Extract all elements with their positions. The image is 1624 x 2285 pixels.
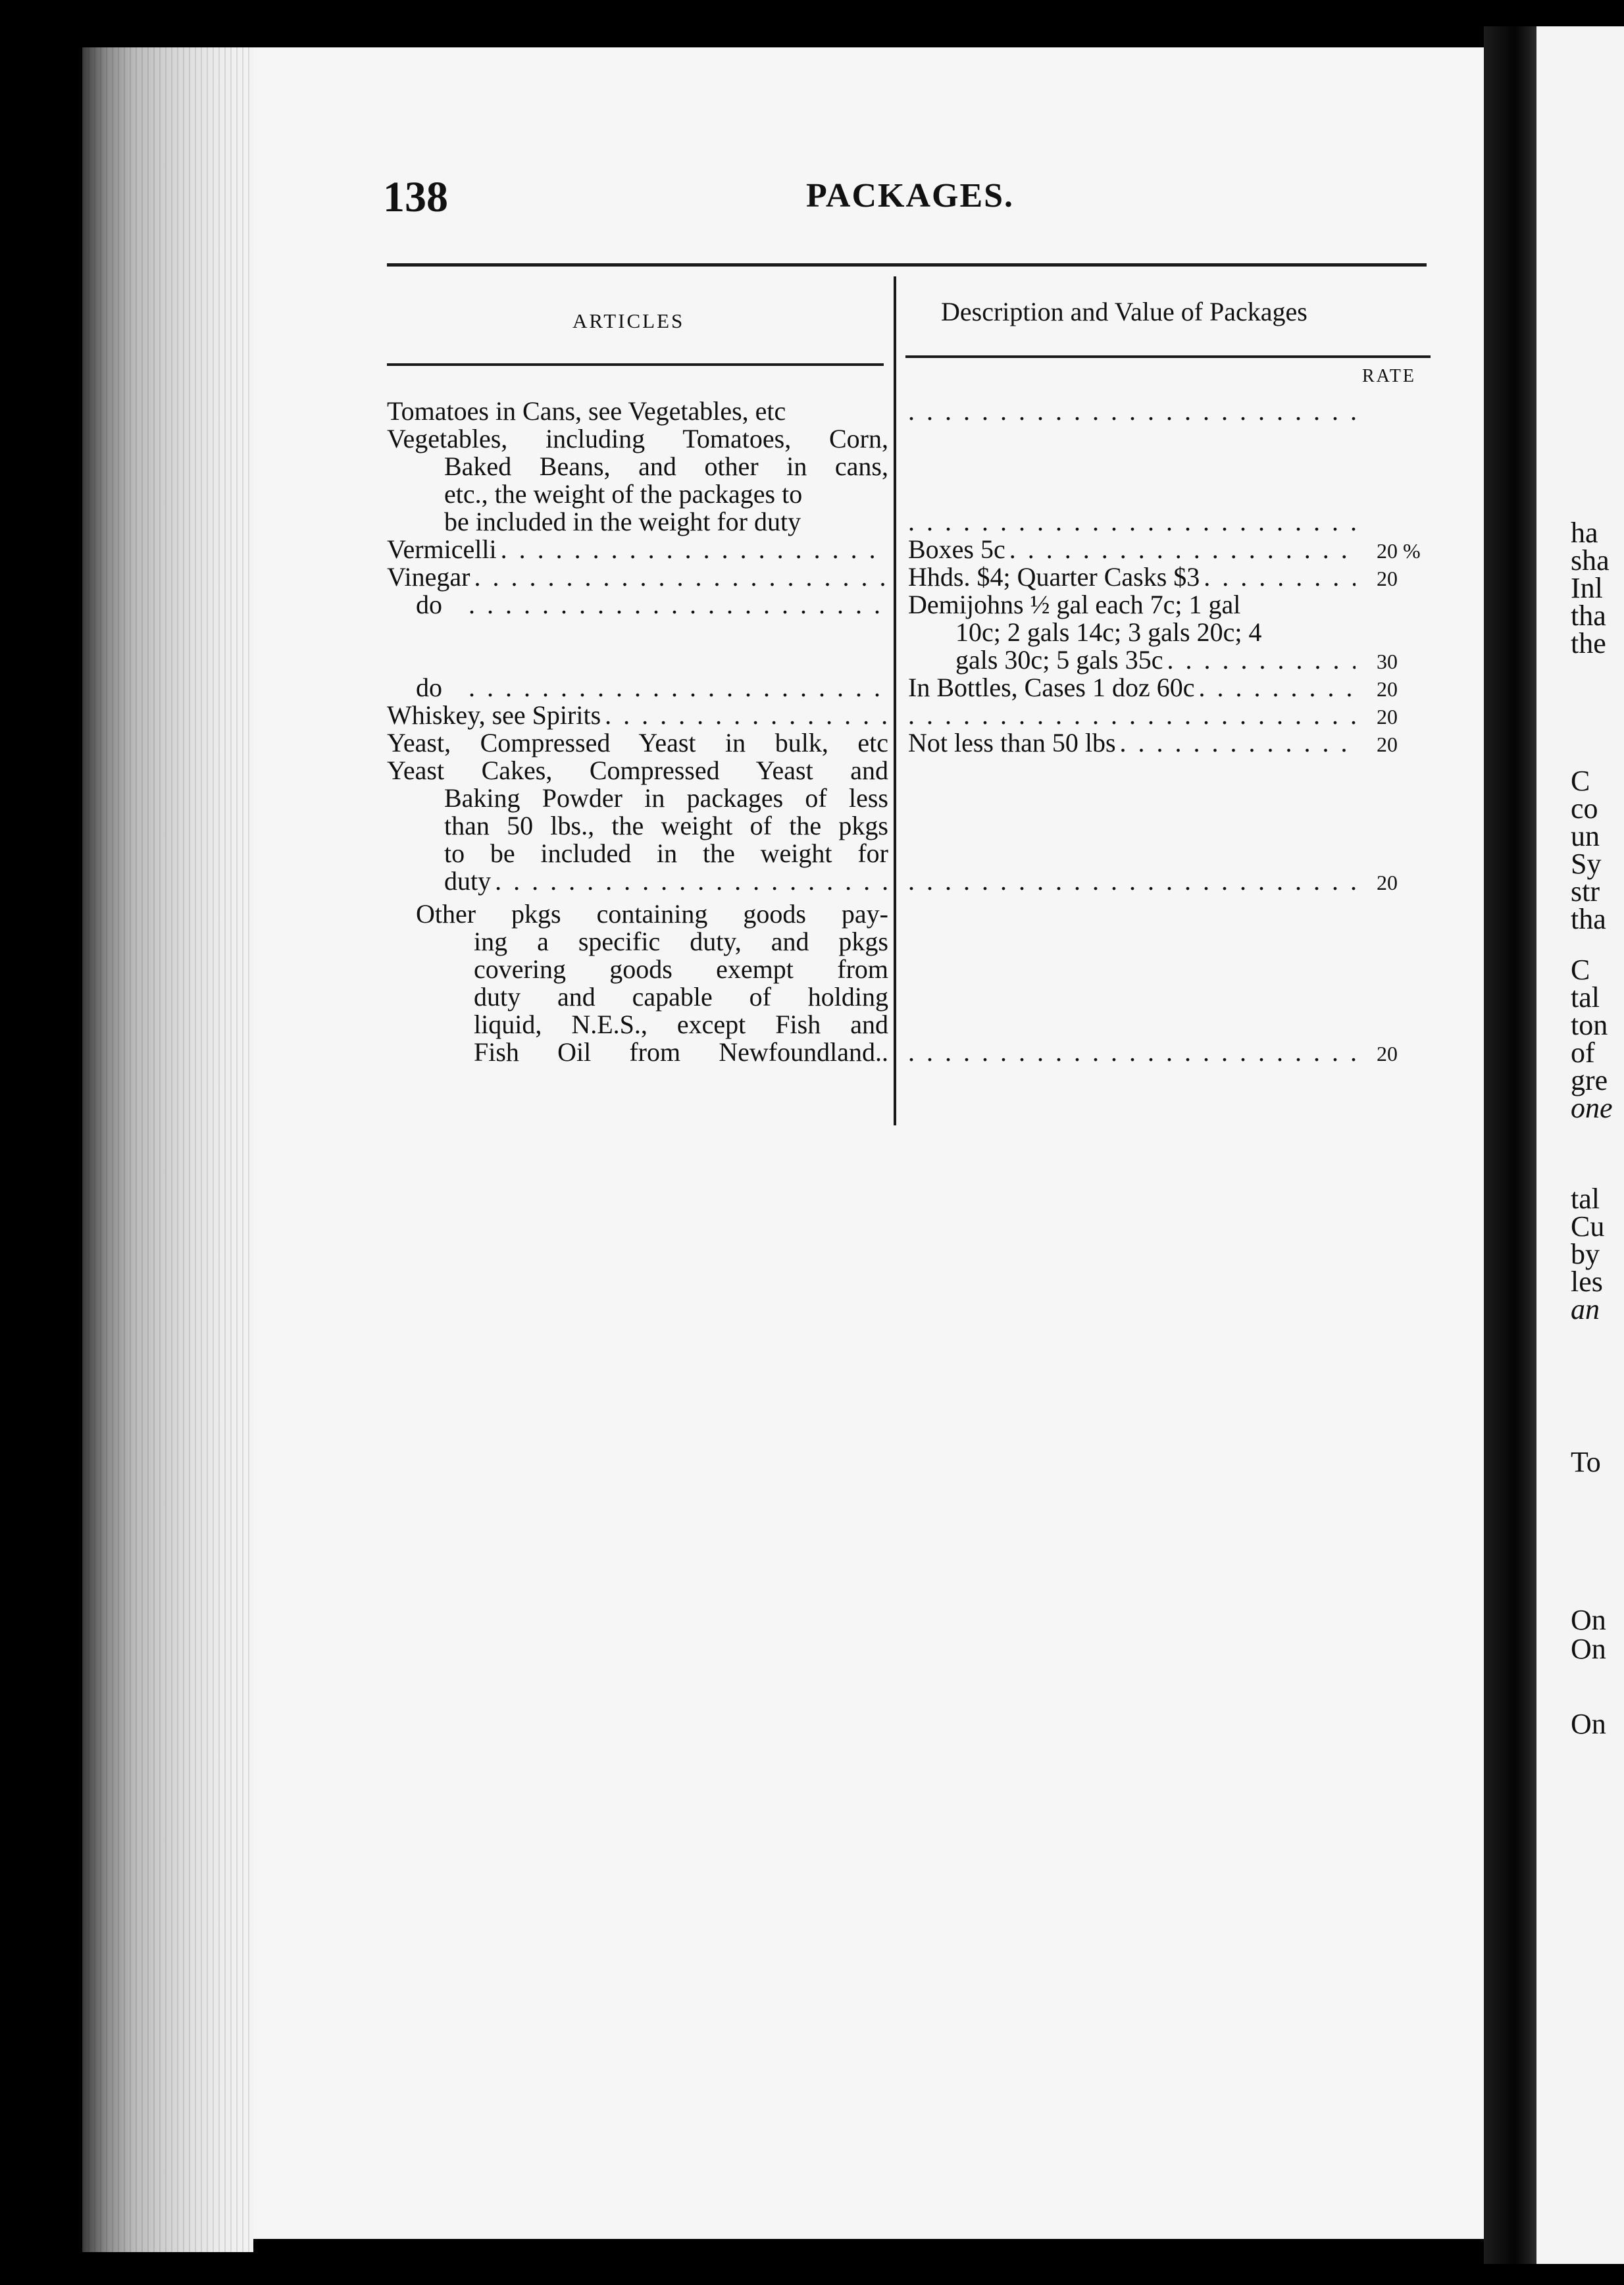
book-page [253, 47, 1484, 2239]
facing-fragment: C [1571, 765, 1590, 797]
vermicelli-entry: Vermicelli . . . [387, 536, 888, 563]
facing-fragment: tha [1571, 903, 1606, 935]
running-head: PACKAGES. [806, 177, 1015, 215]
vegetables-entry-line: be included in the weight for duty [444, 507, 801, 536]
facing-fragment: ton [1571, 1009, 1608, 1041]
facing-fragment: C [1571, 954, 1590, 986]
vinegar-demijohns-description-line: gals 30c; 5 gals 35c . . . [955, 646, 1356, 674]
whiskey-entry: Whiskey, see Spirits . . . [387, 702, 888, 729]
yeast-cakes-entry-line: duty . . . [444, 867, 888, 895]
description-column-header: Description and Value of Packages [941, 297, 1307, 326]
facing-fragment: On [1571, 1708, 1606, 1740]
facing-fragment: by [1571, 1238, 1600, 1270]
vegetables-description-leader [908, 508, 1356, 536]
facing-fragment: one [1571, 1092, 1613, 1124]
facing-fragment: of [1571, 1037, 1595, 1069]
vinegar-description: Hhds. $4; Quarter Casks $3 . . . [908, 563, 1356, 591]
yeast-cakes-entry-line: Baking Powder in packages of less [444, 783, 888, 813]
yeast-cakes-rate: 20 [1377, 871, 1398, 894]
other-pkgs-entry-line: Fish Oil from Newfoundland.. [474, 1037, 888, 1067]
yeast-description: Not less than 50 lbs . . . [908, 729, 1356, 757]
yeast-cakes-entry-line: than 50 lbs., the weight of the pkgs [444, 811, 888, 840]
facing-fragment: tal [1571, 1183, 1600, 1215]
tomatoes-entry: Tomatoes in Cans, see Vegetables, etc [387, 396, 786, 426]
facing-fragment: gre [1571, 1064, 1608, 1096]
articles-header-rule [387, 363, 884, 366]
facing-fragment: To [1571, 1446, 1601, 1478]
facing-fragment: les [1571, 1266, 1603, 1298]
facing-fragment: tal [1571, 981, 1600, 1014]
facing-fragment: the [1571, 627, 1606, 659]
vegetables-entry-line: Vegetables, including Tomatoes, Corn, [387, 424, 888, 453]
other-pkgs-rate: 20 [1377, 1042, 1398, 1065]
other-pkgs-entry-line: duty and capable of holding [474, 982, 888, 1012]
facing-fragment: On [1571, 1633, 1606, 1665]
vinegar-rate: 20 [1377, 567, 1398, 590]
top-rule [387, 263, 1427, 267]
yeast-cakes-entry-line: to be included in the weight for [444, 838, 888, 868]
whiskey-description-leader [908, 702, 1356, 729]
other-pkgs-entry-line: covering goods exempt from [474, 954, 888, 984]
facing-fragment: Inl [1571, 572, 1603, 604]
page-edge [82, 47, 253, 2252]
tomatoes-description-leader [908, 398, 1356, 425]
facing-fragment: str [1571, 875, 1600, 908]
facing-page [1536, 26, 1624, 2264]
vinegar-demijohns-rate: 30 [1377, 650, 1398, 673]
facing-fragment: Sy [1571, 848, 1602, 880]
facing-fragment: Cu [1571, 1210, 1605, 1243]
vermicelli-description: Boxes 5c . . . [908, 536, 1356, 563]
other-pkgs-entry-line: Other pkgs containing goods pay- [416, 899, 888, 929]
articles-column-header: ARTICLES [572, 309, 685, 332]
vinegar-demijohns-description-line: 10c; 2 gals 14c; 3 gals 20c; 4 [955, 617, 1262, 647]
other-pkgs-entry-line: ing a specific duty, and pkgs [474, 927, 888, 956]
other-pkgs-entry-line: liquid, N.E.S., except Fish and [474, 1010, 888, 1039]
facing-fragment: un [1571, 820, 1600, 852]
vinegar-demijohns-description-line: Demijohns ½ gal each 7c; 1 gal [908, 590, 1241, 619]
facing-fragment: On [1571, 1604, 1606, 1636]
yeast-entry: Yeast, Compressed Yeast in bulk, etc [387, 728, 888, 757]
vinegar-bottles-rate: 20 [1377, 677, 1398, 701]
facing-fragment: sha [1571, 544, 1610, 577]
description-header-rule [905, 355, 1431, 358]
facing-fragment: an [1571, 1293, 1600, 1325]
vegetables-entry-line: Baked Beans, and other in cans, [444, 451, 888, 481]
rate-column-header: RATE [1362, 366, 1416, 386]
vinegar-entry: Vinegar . . . [387, 563, 888, 591]
vermicelli-rate: 20 % [1377, 539, 1421, 563]
yeast-rate: 20 [1377, 732, 1398, 756]
facing-fragment: tha [1571, 600, 1606, 632]
other-pkgs-description-leader [908, 1039, 1356, 1066]
vinegar-bottles-description: In Bottles, Cases 1 doz 60c . . . [908, 674, 1356, 702]
column-divider [894, 276, 896, 1125]
page-number: 138 [383, 173, 448, 221]
facing-fragment: ha [1571, 517, 1598, 549]
vinegar-demijohns-entry: do . . . [416, 591, 888, 619]
whiskey-rate: 20 [1377, 705, 1398, 729]
yeast-cakes-entry-line: Yeast Cakes, Compressed Yeast and [387, 756, 888, 785]
vegetables-entry-line: etc., the weight of the packages to [444, 479, 803, 509]
facing-fragment: co [1571, 792, 1598, 825]
vinegar-bottles-entry: do . . . [416, 674, 888, 702]
book-gutter [1484, 26, 1536, 2264]
yeast-cakes-description-leader [908, 867, 1356, 895]
